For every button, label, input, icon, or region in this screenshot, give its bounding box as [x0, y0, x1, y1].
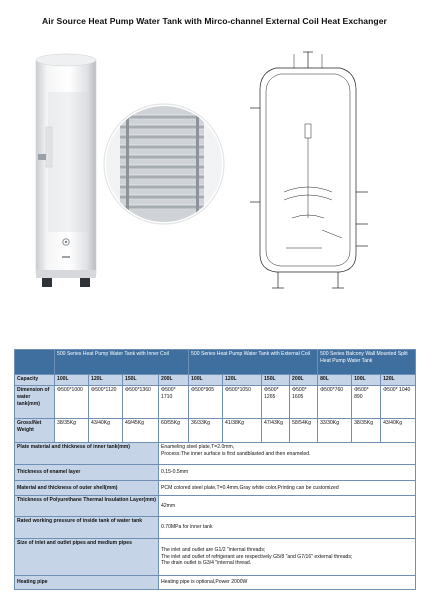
corner-cell: [15, 350, 55, 375]
dimension-cell: Φ500* 890: [352, 386, 381, 419]
spec-value: 42mm: [159, 496, 416, 517]
spec-value: Enameling steel plate,T=2.0mm, Process:The inner surface is first sandblasted and then enameled.: [159, 442, 416, 465]
group-header: 500 Series Balcony Wall Mounted Split Heat Pump Water Tank: [318, 350, 416, 375]
capacity-cell: 200L: [159, 374, 189, 385]
page-title: Air Source Heat Pump Water Tank with Mirco-channel External Coil Heat Exchanger: [42, 16, 387, 26]
weight-cell: 41/38Kg: [223, 419, 262, 443]
row-label: Gross/Net Weight: [15, 419, 55, 443]
group-header: 500 Series Heat Pump Water Tank with External Coil: [189, 350, 318, 375]
spec-value: PCM colored steel plate,T=0.4mm,Gray white color,Printing can be customized: [159, 480, 416, 495]
spec-label: Rated working pressure of inside tank of water tank: [15, 516, 159, 539]
dimension-cell: Φ500* 1710: [159, 386, 189, 419]
spec-label: Size of inlet and outlet pipes and medium pipes: [15, 539, 159, 575]
dimension-cell: Φ500* 1605: [290, 386, 318, 419]
spec-label: Plate material and thickness of inner tank(mm): [15, 442, 159, 465]
spec-table: [14, 349, 416, 590]
spec-label: Thickness of Polyurethane Thermal Insulation Layer(mm): [15, 496, 159, 517]
group-header: 500 Series Heat Pump Water Tank with Inner Coil: [55, 350, 189, 375]
row-label: Capacity: [15, 374, 55, 385]
spec-label: Thickness of enamel layer: [15, 465, 159, 480]
weight-cell: 33/30Kg: [318, 419, 352, 443]
capacity-cell: 80L: [318, 374, 352, 385]
capacity-cell: 120L: [381, 374, 416, 385]
capacity-cell: 100L: [55, 374, 89, 385]
product-illustration: [22, 42, 408, 312]
dimension-cell: Φ500*905: [189, 386, 223, 419]
weight-cell: 43/40Kg: [381, 419, 416, 443]
weight-cell: 49/45Kg: [123, 419, 159, 443]
spec-value: 0.15-0.5mm: [159, 465, 416, 480]
spec-value: The inlet and outlet are G1/2 "internal threads; The inlet and outlet of refrigerant are respectively G5/8 "and G7/16" external threads; The drain outlet is G3/4 "internal thread.: [159, 539, 416, 575]
dimension-cell: Φ500*1000: [55, 386, 89, 419]
row-label: Dimension of water tank(mm): [15, 386, 55, 419]
spec-value: 0.70MPa for inner tank: [159, 516, 416, 539]
capacity-cell: 120L: [89, 374, 123, 385]
spec-label: Heating pipe: [15, 575, 159, 589]
weight-cell: 36/33Kg: [189, 419, 223, 443]
coil-detail-zoom: [104, 104, 224, 224]
capacity-cell: 150L: [262, 374, 290, 385]
dimension-cell: Φ500*760: [318, 386, 352, 419]
capacity-cell: 150L: [123, 374, 159, 385]
spec-value: Heating pipe is optional,Power 2000W: [159, 575, 416, 589]
capacity-cell: 120L: [223, 374, 262, 385]
weight-cell: 38/35Kg: [352, 419, 381, 443]
dimension-cell: Φ500*1050: [223, 386, 262, 419]
weight-cell: 47/43Kg: [262, 419, 290, 443]
tank-technical-drawing: [250, 52, 368, 288]
weight-cell: 38/35Kg: [55, 419, 89, 443]
capacity-cell: 100L: [352, 374, 381, 385]
dimension-cell: Φ500*1360: [123, 386, 159, 419]
dimension-cell: Φ500*1120: [89, 386, 123, 419]
spec-label: Material and thickness of outer shell(mm): [15, 480, 159, 495]
weight-cell: 43/40Kg: [89, 419, 123, 443]
dimension-cell: Φ500* 1265: [262, 386, 290, 419]
capacity-cell: 100L: [189, 374, 223, 385]
weight-cell: 60/55Kg: [159, 419, 189, 443]
weight-cell: 58/54Kg: [290, 419, 318, 443]
capacity-cell: 200L: [290, 374, 318, 385]
dimension-cell: Φ500* 1040: [381, 386, 416, 419]
